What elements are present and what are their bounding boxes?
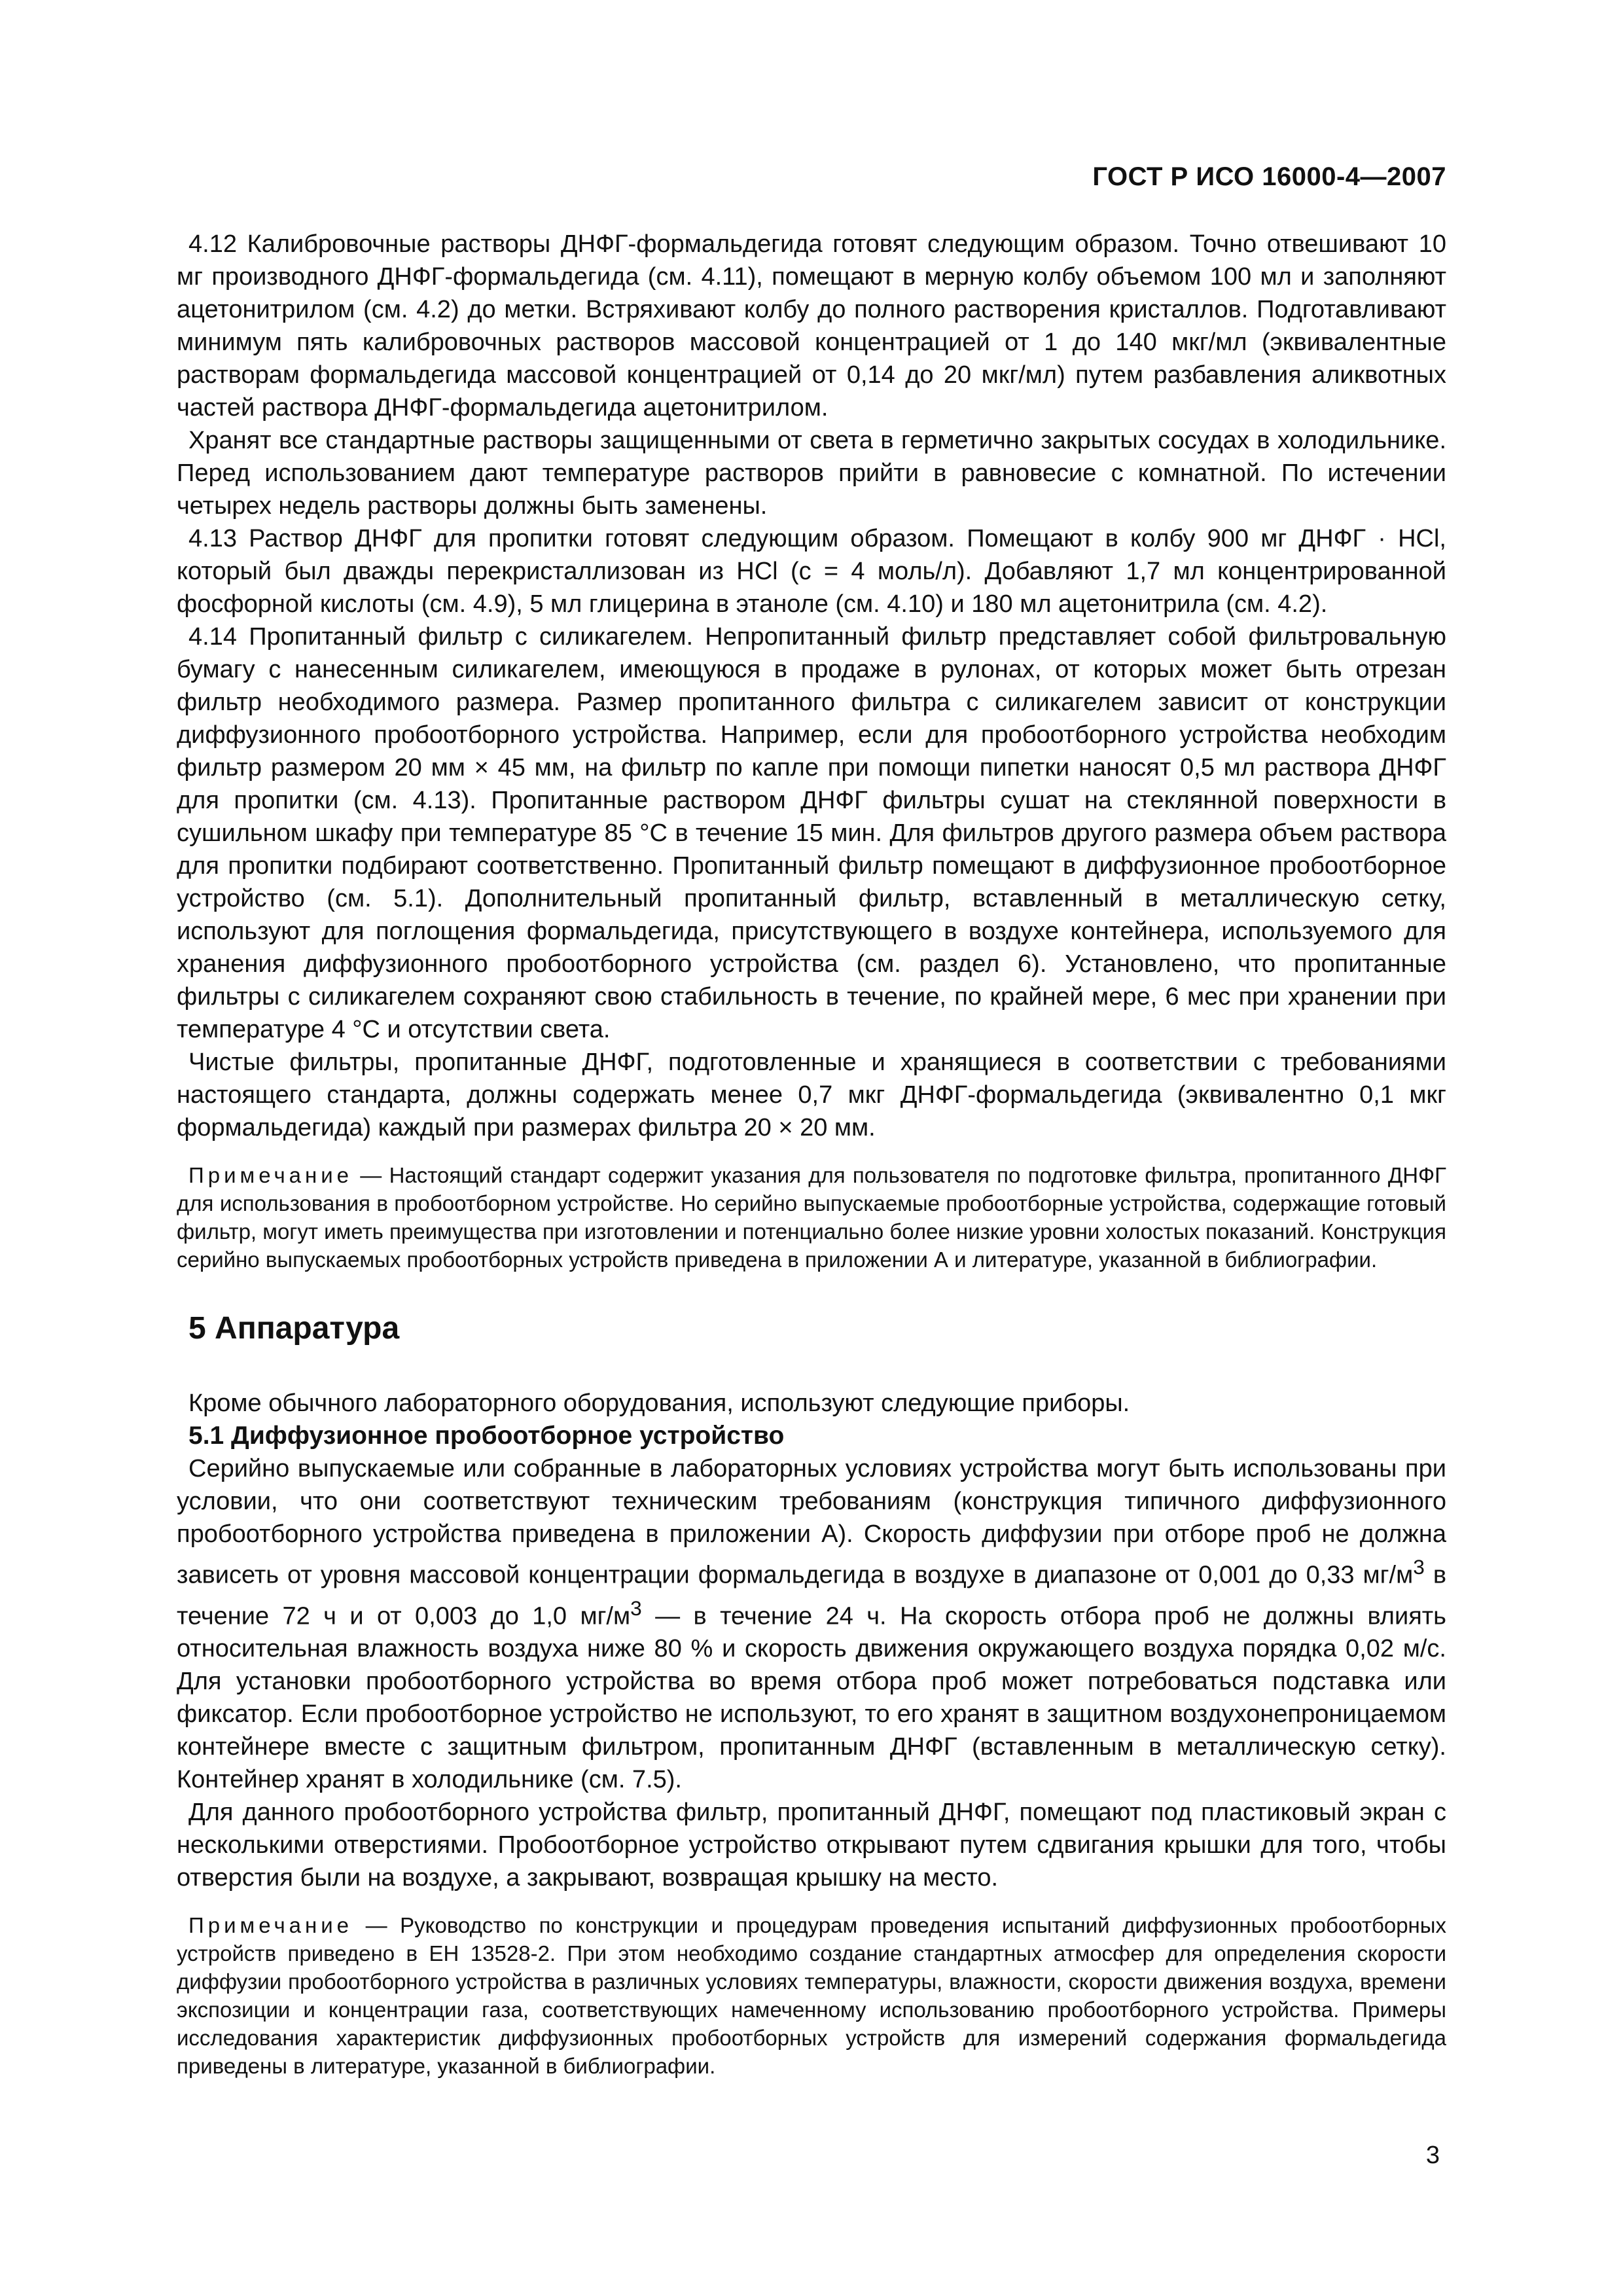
section-5-title: 5 Аппаратура xyxy=(188,1311,400,1346)
p51-part-a: Серийно выпускаемые или собранные в лабораторных условиях устройства могут быть использованы при условии, что они соответствуют техническим требованиям (конструкция типичного диффузионного пробоотборного устройства приведена в приложении А). Скорость диффузии при отборе проб не должна зависеть от уровня массовой концентрации формальдегида в воздухе в диапазоне от 0,001 до 0,33 мг/м xyxy=(177,1455,1446,1589)
paragraph-5-1-2: Для данного пробоотборного устройства фильтр, пропитанный ДНФГ, помещают под пластиковый экран с несколькими отверстиями. Пробоотборное устройство открывают путем сдвигания крышки для того, чтобы отверстия были на воздухе, а закрывают, возвращая крышку на место. xyxy=(177,1799,1446,1892)
p51-part-c: — в течение 24 ч. На скорость отбора проб не должны влиять относительная влажность воздуха ниже 80 % и скорость движения окружающего воздуха порядка 0,02 м/с. Для установки пробоотборного устройства во время отбора проб может потребоваться подставка или фиксатор. Если пробоотборное устройство не используют, то его хранят в защитном воздухонепроницаемом контейнере вместе с защитным фильтром, пропитанным ДНФГ (вставленным в металлическую сетку). Контейнер хранят в холодильнике (см. 7.5). xyxy=(177,1602,1446,1794)
document-body xyxy=(177,228,1446,2080)
subsection-5-1-title: 5.1 Диффузионное пробоотборное устройство xyxy=(188,1422,785,1450)
note-1 xyxy=(177,1161,1446,1274)
paragraph-storage: Хранят все стандартные растворы защищенными от света в герметично закрытых сосудах в холодильнике. Перед использованием дают температуре растворов прийти в равновесие с комнатной. По истечении четырех недель растворы должны быть заменены. xyxy=(177,427,1446,520)
p51-sup-2: 3 xyxy=(630,1596,642,1620)
paragraph-4-13: 4.13 Раствор ДНФГ для пропитки готовят следующим образом. Помещают в колбу 900 мг ДНФГ · HCl, который был дважды перекристаллизован из HCl (c = 4 моль/л). Добавляют 1,7 мл концентрированной фосфорной кислоты (см. 4.9), 5 мл глицерина в этаноле (см. 4.10) и 180 мл ацетонитрила (см. 4.2). xyxy=(177,525,1446,618)
p51-sup-1: 3 xyxy=(1413,1555,1425,1579)
note-1-text: — Настоящий стандарт содержит указания для пользователя по подготовке фильтра, пропитанного ДНФГ для использования в пробоотборном устройстве. Но серийно выпускаемые пробоотборные устройства, содержащие готовый фильтр, могут иметь преимущества при изготовлении и потенциально более низкие уровни холостых показаний. Конструкция серийно выпускаемых пробоотборных устройств приведена в приложении А и литературе, указанной в библиографии. xyxy=(177,1163,1446,1272)
note-1-label: Примечание xyxy=(188,1163,353,1187)
p51-part-b: в течение 72 ч и от 0,003 до 1,0 мг/м xyxy=(177,1561,1447,1630)
section-5-intro: Кроме обычного лабораторного оборудования, используют следующие приборы. xyxy=(188,1390,1130,1417)
paragraph-clean-filters: Чистые фильтры, пропитанные ДНФГ, подготовленные и хранящиеся в соответствии с требованиями настоящего стандарта, должны содержать менее 0,7 мкг ДНФГ-формальдегида (эквивалентно 0,1 мкг формальдегида) каждый при размерах фильтра 20 × 20 мм. xyxy=(177,1049,1446,1141)
paragraph-5-1-1 xyxy=(177,1452,1446,1796)
note-2-text: — Руководство по конструкции и процедурам проведения испытаний диффузионных пробоотборных устройств приведено в ЕН 13528-2. При этом необходимо создание стандартных атмосфер для определения скорости диффузии пробоотборного устройства в различных условиях температуры, влажности, скорости движения воздуха, времени экспозиции и концентрации газа, соответствующих намеченному использованию пробоотборного устройства. Примеры исследования характеристик диффузионных пробоотборных устройств для измерений содержания формальдегида приведены в литературе, указанной в библиографии. xyxy=(177,1913,1446,2079)
paragraph-4-14: 4.14 Пропитанный фильтр с силикагелем. Непропитанный фильтр представляет собой фильтровальную бумагу с нанесенным силикагелем, имеющуюся в продаже в рулонах, от которых может быть отрезан фильтр необходимого размера. Размер пропитанного фильтра с силикагелем зависит от конструкции диффузионного пробоотборного устройства. Например, если для пробоотборного устройства необходим фильтр размером 20 мм × 45 мм, на фильтр по капле при помощи пипетки наносят 0,5 мл раствора ДНФГ для пропитки (см. 4.13). Пропитанные раствором ДНФГ фильтры сушат на стеклянной поверхности в сушильном шкафу при температуре 85 °С в течение 15 мин. Для фильтров другого размера объем раствора для пропитки подбирают соответственно. Пропитанный фильтр помещают в диффузионное пробоотборное устройство (см. 5.1). Дополнительный пропитанный фильтр, вставленный в металлическую сетку, используют для поглощения формальдегида, присутствующего в воздухе контейнера, используемого для хранения диффузионного пробоотборного устройства (см. раздел 6). Установлено, что пропитанные фильтры с силикагелем сохраняют свою стабильность в течение, по крайней мере, 6 мес при хранении при температуре 4 °С и отсутствии света. xyxy=(177,623,1446,1043)
note-2 xyxy=(177,1911,1446,2080)
document-header: ГОСТ Р ИСО 16000-4—2007 xyxy=(1092,162,1446,191)
note-2-label: Примечание xyxy=(188,1913,353,1938)
paragraph-4-12: 4.12 Калибровочные растворы ДНФГ-формальдегида готовят следующим образом. Точно отвешивают 10 мг производного ДНФГ-формальдегида (см. 4.11), помещают в мерную колбу объемом 100 мл и заполняют ацетонитрилом (см. 4.2) до метки. Встряхивают колбу до полного растворения кристаллов. Подготавливают минимум пять калибровочных растворов массовой концентрацией от 1 до 140 мкг/мл (эквивалентные растворам формальдегида массовой концентрацией от 0,14 до 20 мкг/мл) путем разбавления аликвотных частей раствора ДНФГ-формальдегида ацетонитрилом. xyxy=(177,230,1446,422)
page-number: 3 xyxy=(1425,2142,1440,2169)
